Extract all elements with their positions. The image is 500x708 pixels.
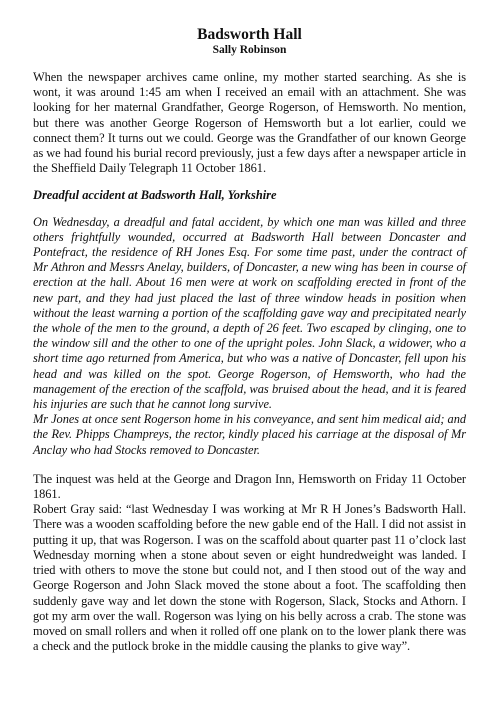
article-paragraph-1: On Wednesday, a dreadful and fatal accident, by which one man was killed and three others frightfully wounded, occurred at Badsworth Hall between Doncaster and Pontefract, the residence of RH Jones Esq. For some time past, under the contract of Mr Athron and Messrs Anelay, builders, of Doncaster, a new wing has been in course of erection at the hall. About 16 men were at work on scaffolding erected in front of the new part, and they had just placed the last of three window heads in position when without the least warning a portion of the scaffolding gave way and precipitated nearly the whole of the men to the ground, a depth of 26 feet. Two escaped by clinging, one to the window sill and the other to one of the upright poles. John Slack, a widower, who a short time ago returned from America, but who was a native of Doncaster, fell upon his head and was killed on the spot. George Rogerson, of Hemsworth, who had the management of the erection of the scaffold, was bruised about the head, and it is feared his injuries are such that he cannot long survive. — [33, 214, 466, 412]
article-paragraph-2: Mr Jones at once sent Rogerson home in his conveyance, and sent him medical aid; and the Rev. Phipps Champreys, the rector, kindly placed his carriage at the disposal of Mr Anclay who had Stocks removed to Doncaster. — [33, 412, 466, 457]
document-author: Sally Robinson — [212, 44, 287, 56]
document-title: Badsworth Hall — [197, 26, 302, 43]
inquest-paragraph-2: Robert Gray said: “last Wednesday I was working at Mr R H Jones’s Badsworth Hall. There was a wooden scaffolding before the new gable end of the Hall. I did not assist in putting it up, that was Rogerson. I was on the scaffold about quarter past 11 o’clock last Wednesday morning when a stone about seven or eight hundredweight was landed. I tried with others to move the stone but could not, and I then stood out of the way and George Rogerson and John Slack moved the stone about a foot. The scaffolding then suddenly gave way and let down the stone with Rogerson, Slack, Stocks and Athorn. I got my arm over the wall. Rogerson was lying on his belly across a crab. The stone was moved on small rollers and when it rolled off one plank on to the lower plank there was a check and the putlock broke in the middle causing the planks to give way”. — [33, 502, 466, 654]
inquest-paragraph-1: The inquest was held at the George and Dragon Inn, Hemsworth on Friday 11 October 1861. — [33, 471, 466, 502]
intro-paragraph: When the newspaper archives came online, my mother started searching. As she is wont, it was around 1:45 am when I received an email with an attachment. She was looking for her maternal Grandfather, George Rogerson, of Hemsworth. No mention, but there was another George Rogerson of Hemsworth but a lot earlier, could we connect them? It turns out we could. George was the Grandfather of our known George as we had found his burial record previously, just a few days after a newspaper article in the Sheffield Daily Telegraph 11 October 1861. — [33, 70, 466, 176]
section-heading: Dreadful accident at Badsworth Hall, Yorkshire — [33, 188, 277, 203]
paragraph-gap — [33, 458, 466, 472]
